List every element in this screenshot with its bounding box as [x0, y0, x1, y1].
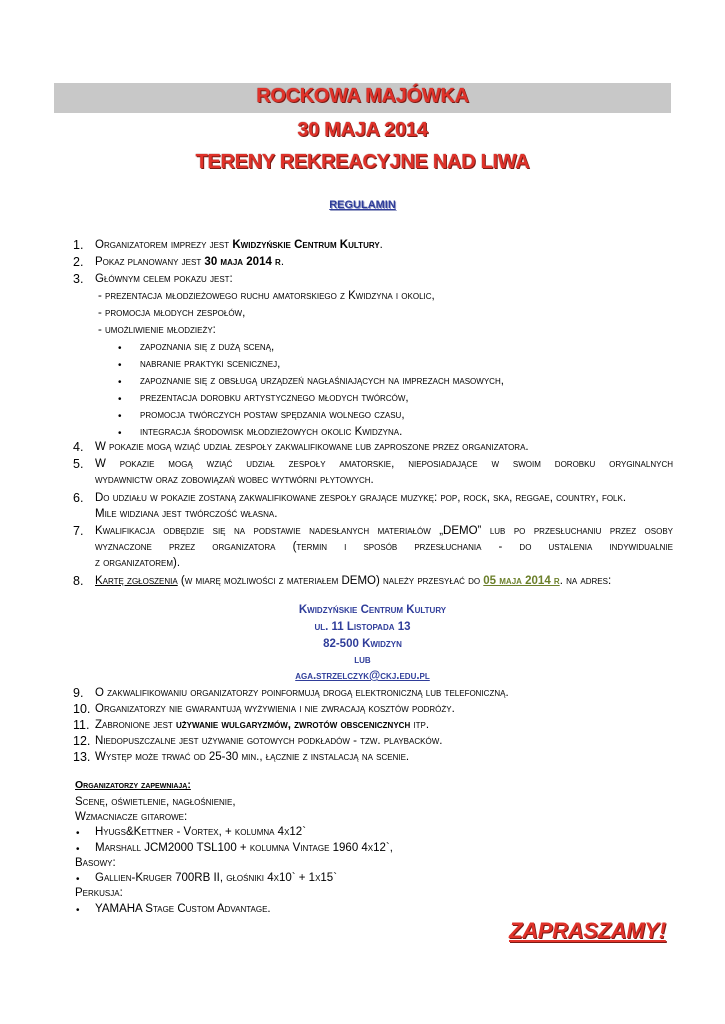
rule-5-line-1: W pokazie mogą wziąć udział zespoły amatorskie, nieposiadające w swoim dorobku oryginalnych [95, 458, 673, 470]
rule-5-line-2: wydawnictw oraz zobowiązań wobec wytwórni płytowych. [95, 474, 374, 486]
regulamin-heading: REGULAMIN [329, 199, 396, 211]
rule-5-number: 5. [73, 457, 84, 471]
rule-3-bullet-4: prezentacja dorobku artystycznego młodych twórców, [140, 392, 409, 404]
rule-8-text: Kartę zgłoszenia (w miarę możliwości z materiałem DEMO) należy przesyłać do 05 maja 2014 r. na adres: [95, 575, 612, 587]
organizers-line-2: Wzmacniacze gitarowe: [75, 811, 188, 823]
rule-4-number: 4. [73, 440, 84, 454]
address-line-2: ul. 11 Listopada 13 [314, 621, 411, 633]
organizers-heading: Organizatorzy zapewniają: [75, 779, 191, 791]
rule-1-number: 1. [73, 238, 84, 252]
rule-3-number: 3. [73, 272, 84, 286]
organizers-line-3: Basowy: [75, 857, 116, 869]
bullet-icon: • [76, 844, 80, 855]
organizers-line-1: Scenę, oświetlenie, nagłośnienie, [75, 796, 236, 808]
rule-12-number: 12. [73, 734, 91, 748]
rule-13-number: 13. [73, 750, 91, 764]
bullet-icon: • [76, 905, 80, 916]
organizers-bullet-4: YAMAHA Stage Custom Advantage. [95, 903, 271, 915]
rule-3-bullet-2: nabranie praktyki scenicznej, [140, 358, 281, 370]
rule-7-line-1: Kwalifikacja odbędzie się na podstawie nadesłanych materiałów „DEMO” lub po przesłuchaniu przez osoby [95, 525, 673, 537]
rule-3-text: Głównym celem pokazu jest: [95, 273, 233, 285]
rule-3-bullet-1: zapoznania się z dużą sceną, [140, 341, 275, 353]
rule-10-text: Organizatorzy nie gwarantują wyżywienia i nie zwracają kosztów podróży. [95, 703, 455, 715]
address-line-4: lub [354, 654, 371, 666]
organizers-line-4: Perkusja: [75, 887, 123, 899]
bullet-icon: • [118, 428, 122, 439]
application-form-link[interactable]: Kartę zgłoszenia [95, 575, 178, 587]
rule-2-text: Pokaz planowany jest 30 maja 2014 r. [95, 256, 285, 268]
address-line-3: 82-500 Kwidzyn [323, 638, 402, 650]
bullet-icon: • [118, 411, 122, 422]
rule-3-sub-3: - umożliwienie młodzieży: [98, 324, 216, 336]
rule-1-text: Organizatorem imprezy jest Kwidzyńskie Centrum Kultury. [95, 239, 383, 251]
rule-2-number: 2. [73, 255, 84, 269]
organizers-bullet-2: Marshall JCM2000 TSL100 + kolumna Vintage 1960 4x12`, [95, 842, 393, 854]
rule-7-line-3: z organizatorem). [95, 557, 181, 569]
invite-text: ZAPRASZAMY! [509, 918, 666, 943]
rule-3-bullet-5: promocja twórczych postaw spędzania wolnego czasu, [140, 409, 405, 421]
bullet-icon: • [118, 377, 122, 388]
rule-6-line-2: Mile widziana jest twórczość własna. [95, 508, 278, 520]
rule-12-text: Niedopuszczalne jest używanie gotowych podkładów - tzw. playbacków. [95, 735, 443, 747]
bullet-icon: • [118, 394, 122, 405]
bullet-icon: • [76, 828, 80, 839]
rule-9-text: O zakwalifikowaniu organizatorzy poinformują drogą elektroniczną lub telefoniczną. [95, 687, 509, 699]
rule-13-text: Występ może trwać od 25-30 min., łącznie z instalacją na scenie. [95, 751, 410, 763]
rule-7-number: 7. [73, 524, 84, 538]
title-line-1: ROCKOWA MAJÓWKA [256, 85, 469, 107]
rule-7-line-2: wyznaczone przez organizatora (termin i sposób przesłuchania - do ustalenia indywidualnie [95, 541, 673, 553]
organizers-bullet-1: Hyugs&Kettner - Vortex, + kolumna 4x12` [95, 826, 307, 838]
title-line-3: TERENY REKREACYJNE NAD LIWA [195, 151, 530, 173]
rule-6-line-1: Do udziału w pokazie zostaną zakwalifikowane zespoły grające muzykę: pop, rock, ska, reggae, country, folk. [95, 492, 627, 504]
rule-11-number: 11. [73, 718, 90, 732]
rule-9-number: 9. [73, 686, 84, 700]
deadline-date: 05 maja 2014 r [483, 575, 560, 587]
title-line-2: 30 MAJA 2014 [297, 119, 428, 141]
rule-4-text: W pokazie mogą wziąć udział zespoły zakwalifikowane lub zaproszone przez organizatora. [95, 441, 529, 453]
rule-3-sub-1: - prezentacja młodzieżowego ruchu amatorskiego z Kwidzyna i okolic, [98, 290, 435, 302]
rule-3-bullet-6: integracja środowisk młodzieżowych okolic Kwidzyna. [140, 426, 403, 438]
bullet-icon: • [76, 874, 80, 885]
rule-8-number: 8. [73, 574, 84, 588]
organizers-bullet-3: Gallien-Kruger 700RB II, głośniki 4x10` + 1x15` [95, 872, 338, 884]
rule-3-sub-2: - promocja młodych zespołów, [98, 307, 246, 319]
rule-10-number: 10. [73, 702, 91, 716]
rule-3-bullet-3: zapoznanie się z obsługą urządzeń nagłaśniających na imprezach masowych, [140, 375, 504, 387]
bullet-icon: • [118, 343, 122, 354]
rule-6-number: 6. [73, 491, 84, 505]
rule-11-text: Zabronione jest używanie wulgaryzmów, zwrotów obscenicznych itp. [95, 719, 430, 731]
bullet-icon: • [118, 360, 122, 371]
address-line-1: Kwidzyńskie Centrum Kultury [298, 604, 447, 616]
email-link[interactable]: aga.strzelczyk@ckj.edu.pl [295, 670, 430, 682]
